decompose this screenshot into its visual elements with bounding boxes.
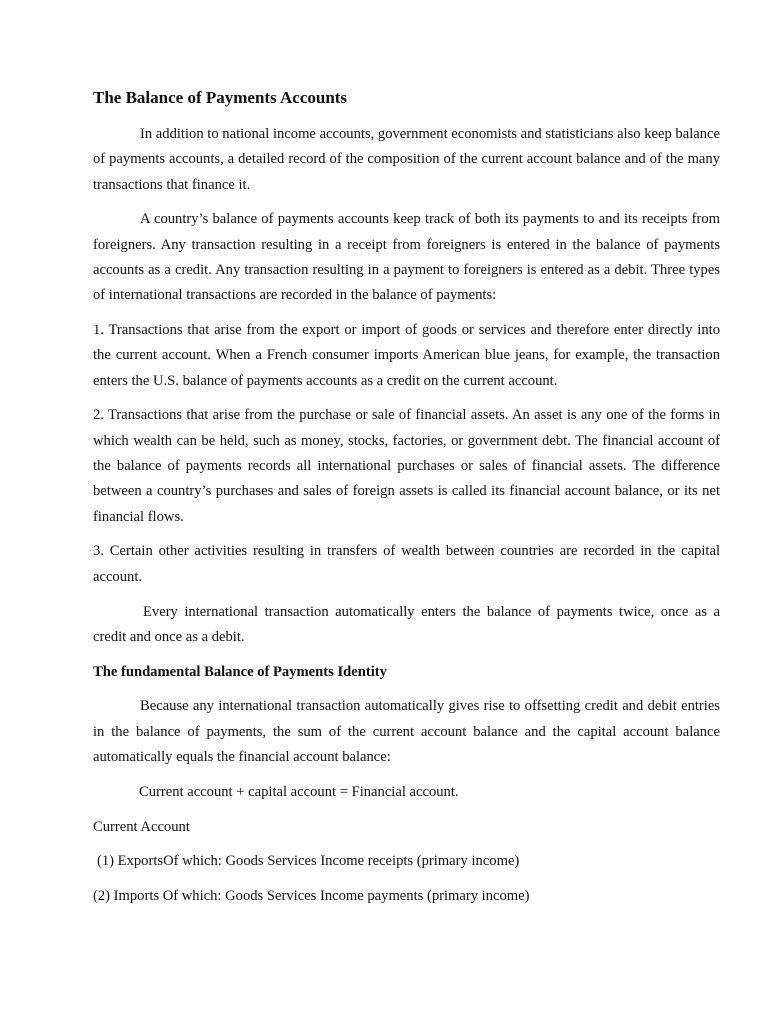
- document-page: [93, 86, 720, 919]
- paragraph-twice: Every international transaction automatically enters the balance of payments twice, once as a credit and once as a debit.: [93, 603, 720, 645]
- current-account-item-exports: (1) ExportsOf which: Goods Services Income receipts (primary income): [97, 853, 520, 870]
- current-account-item-imports: (2) Imports Of which: Goods Services Income payments (primary income): [93, 888, 530, 905]
- current-account-label: Current Account: [93, 818, 190, 835]
- paragraph-identity: Because any international transaction automatically gives rise to offsetting credit and debit entries in the balance of payments, the sum of the current account balance and the capital account balance automatically equals the financial account balance:: [93, 698, 720, 766]
- section-heading-identity: The fundamental Balance of Payments Identity: [93, 663, 387, 680]
- paragraph-type-2: 2. Transactions that arise from the purchase or sale of financial assets. An asset is any one of the forms in which wealth can be held, such as money, stocks, factories, or government debt. The financial account of the balance of payments records all international purchases or sales of financial assets. The difference between a country’s purchases and sales of foreign assets is called its financial account balance, or its net financial flows.: [93, 407, 720, 525]
- document-title: The Balance of Payments Accounts: [93, 88, 348, 107]
- paragraph-type-1: 1. Transactions that arise from the export or import of goods or services and therefore enter directly into the current account. When a French consumer imports American blue jeans, for example, the transaction enters the U.S. balance of payments accounts as a credit on the current account.: [93, 322, 720, 389]
- paragraph-track: A country’s balance of payments accounts keep track of both its payments to and its receipts from foreigners. Any transaction resulting in a receipt from foreigners is entered in the balance of payments accounts as a credit. Any transaction resulting in a payment to foreigners is entered as a debit. Three types of international transactions are recorded in the balance of payments:: [93, 211, 720, 304]
- paragraph-type-3: 3. Certain other activities resulting in transfers of wealth between countries are recorded in the capital account.: [93, 543, 720, 585]
- identity-formula: Current account + capital account = Financial account.: [139, 783, 459, 800]
- paragraph-intro: In addition to national income accounts, government economists and statisticians also keep balance of payments accounts, a detailed record of the composition of the current account balance and of the many transactions that finance it.: [93, 126, 720, 193]
